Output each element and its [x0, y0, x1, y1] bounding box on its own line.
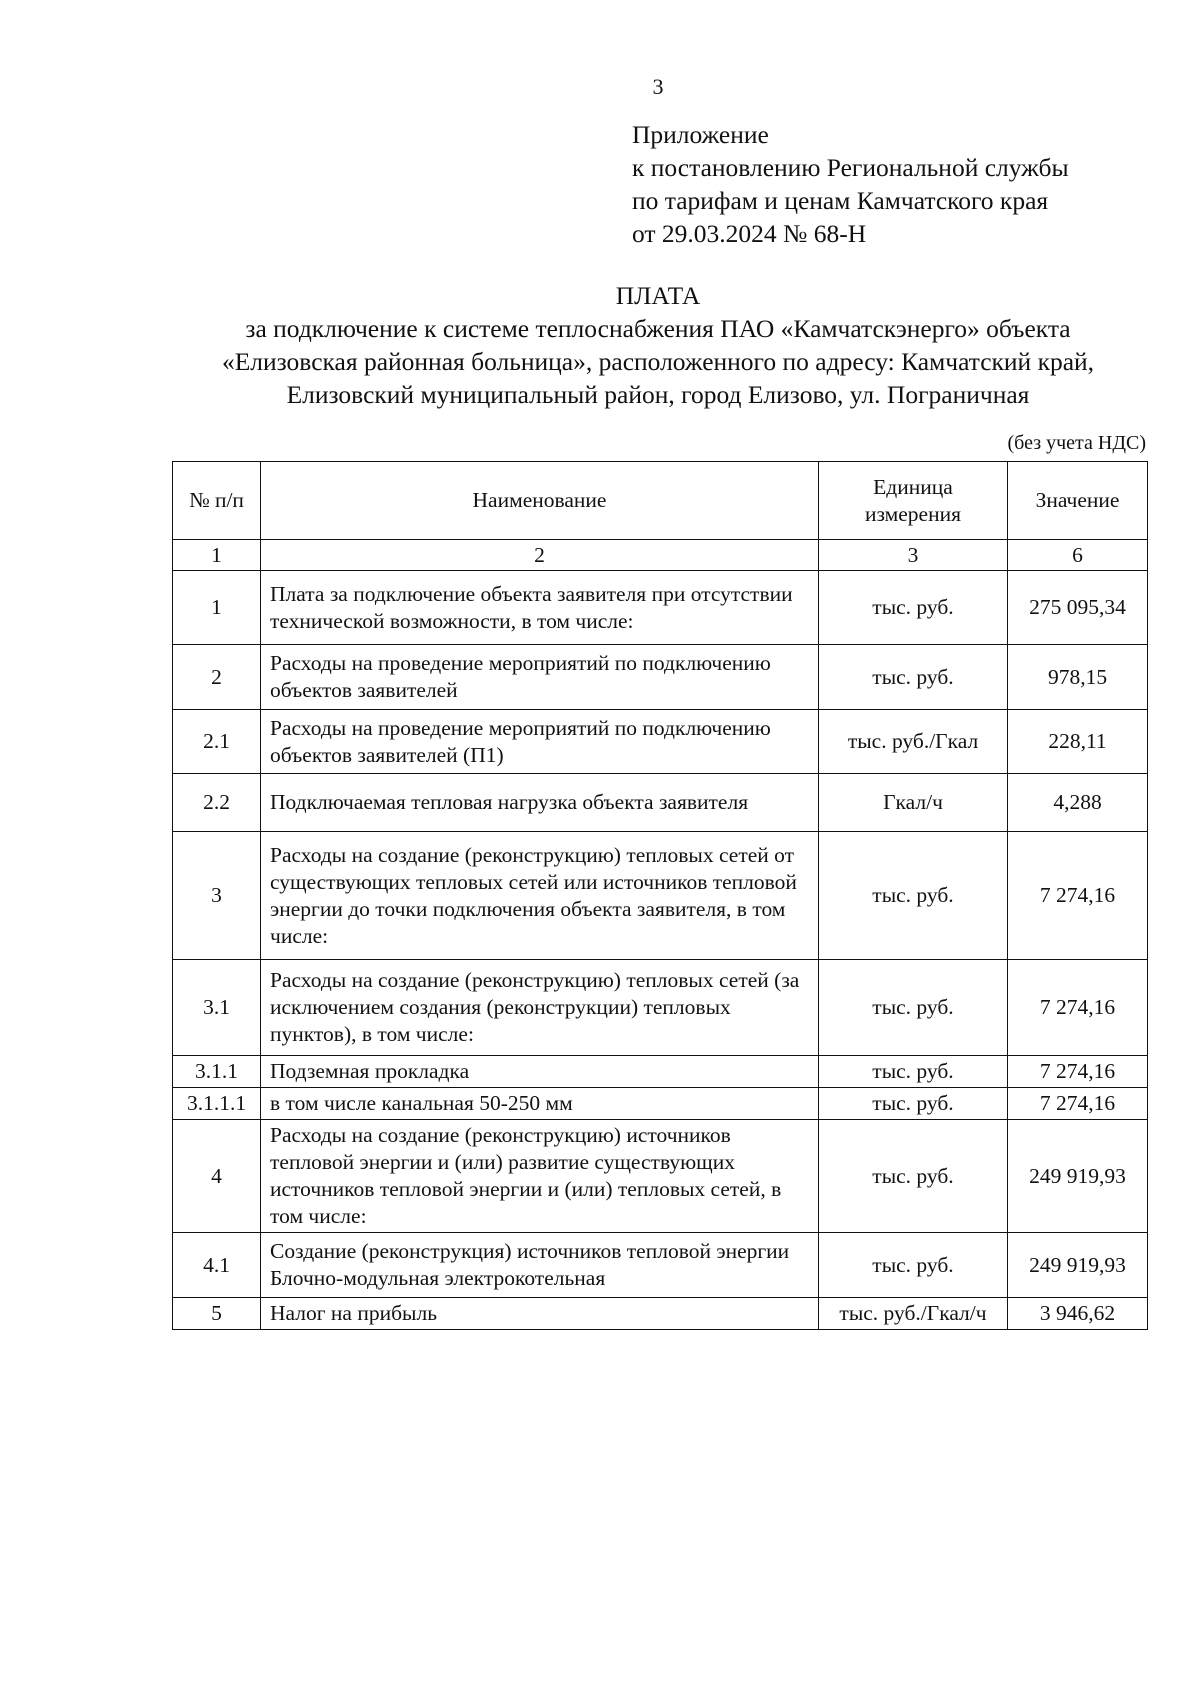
row-num: 5 [173, 1298, 261, 1330]
document-title: ПЛАТА [615, 281, 701, 310]
appendix-line: к постановлению Региональной службы [632, 153, 1069, 182]
table-row [173, 1056, 1148, 1088]
appendix-line: Приложение [632, 120, 769, 149]
table-header-row [173, 462, 1148, 540]
table-row [173, 832, 1148, 960]
row-num: 2 [173, 645, 261, 710]
table-row [173, 710, 1148, 774]
row-unit: тыс. руб. [819, 645, 1008, 710]
row-unit: тыс. руб. [819, 1233, 1008, 1298]
row-name: в том числе канальная 50-250 мм [261, 1088, 819, 1120]
row-value: 7 274,16 [1008, 832, 1148, 960]
row-num: 3.1.1.1 [173, 1088, 261, 1120]
row-unit: тыс. руб./Гкал [819, 710, 1008, 774]
header-unit-line: измерения [864, 501, 962, 526]
appendix-line: по тарифам и ценам Камчатского края [632, 186, 1049, 215]
row-name: Создание (реконструкция) источников тепловой энергии Блочно-модульная электрокотельная [261, 1233, 819, 1298]
table-row [173, 774, 1148, 832]
table-row [173, 1120, 1148, 1233]
column-number: 6 [1008, 540, 1148, 571]
row-unit: тыс. руб./Гкал/ч [819, 1298, 1008, 1330]
row-value: 249 919,93 [1008, 1120, 1148, 1233]
row-num: 3.1 [173, 960, 261, 1056]
column-number: 3 [819, 540, 1008, 571]
row-unit: тыс. руб. [819, 1120, 1008, 1233]
row-name: Расходы на создание (реконструкцию) источников тепловой энергии и (или) развитие существующих источников тепловой энергии и (или) тепловых сетей, в том числе: [261, 1120, 819, 1233]
row-unit: Гкал/ч [819, 774, 1008, 832]
subtitle-line: Елизовский муниципальный район, город Елизово, ул. Пограничная [286, 380, 1030, 409]
subtitle-line: «Елизовская районная больница», расположенного по адресу: Камчатский край, [221, 347, 1095, 376]
row-unit: тыс. руб. [819, 1056, 1008, 1088]
page-number: 3 [652, 74, 664, 99]
table-row [173, 571, 1148, 645]
table-row [173, 1088, 1148, 1120]
row-value: 7 274,16 [1008, 1088, 1148, 1120]
row-name: Расходы на проведение мероприятий по подключению объектов заявителей (П1) [261, 710, 819, 774]
row-name: Подземная прокладка [261, 1056, 819, 1088]
appendix-block [632, 118, 1069, 250]
row-unit: тыс. руб. [819, 960, 1008, 1056]
table-row [173, 960, 1148, 1056]
vat-note: (без учета НДС) [1007, 432, 1146, 454]
row-unit: тыс. руб. [819, 571, 1008, 645]
column-number: 2 [261, 540, 819, 571]
header-unit-line: Единица [873, 474, 953, 499]
row-unit: тыс. руб. [819, 1088, 1008, 1120]
row-value: 249 919,93 [1008, 1233, 1148, 1298]
row-value: 7 274,16 [1008, 1056, 1148, 1088]
table-row [173, 1298, 1148, 1330]
document-subtitle [60, 312, 1200, 411]
row-num: 3.1.1 [173, 1056, 261, 1088]
row-num: 3 [173, 832, 261, 960]
row-value: 3 946,62 [1008, 1298, 1148, 1330]
row-num: 4.1 [173, 1233, 261, 1298]
header-value: Значение [1008, 462, 1148, 540]
row-num: 2.2 [173, 774, 261, 832]
row-value: 275 095,34 [1008, 571, 1148, 645]
column-number: 1 [173, 540, 261, 571]
row-name: Расходы на создание (реконструкцию) тепловых сетей от существующих тепловых сетей или источников тепловой энергии до точки подключения объекта заявителя, в том числе: [261, 832, 819, 960]
subtitle-line: за подключение к системе теплоснабжения ПАО «Камчатскэнерго» объекта [245, 314, 1071, 343]
table-row [173, 1233, 1148, 1298]
row-value: 4,288 [1008, 774, 1148, 832]
row-unit: тыс. руб. [819, 832, 1008, 960]
row-name: Расходы на проведение мероприятий по подключению объектов заявителей [261, 645, 819, 710]
row-name: Расходы на создание (реконструкцию) тепловых сетей (за исключением создания (реконструкции) тепловых пунктов), в том числе: [261, 960, 819, 1056]
row-num: 2.1 [173, 710, 261, 774]
header-num: № п/п [173, 462, 261, 540]
row-name: Подключаемая тепловая нагрузка объекта заявителя [261, 774, 819, 832]
fee-table [172, 461, 1148, 1330]
row-num: 4 [173, 1120, 261, 1233]
header-name: Наименование [261, 462, 819, 540]
row-value: 228,11 [1008, 710, 1148, 774]
row-value: 7 274,16 [1008, 960, 1148, 1056]
appendix-line: от 29.03.2024 № 68-Н [632, 219, 867, 248]
row-num: 1 [173, 571, 261, 645]
row-name: Налог на прибыль [261, 1298, 819, 1330]
table-row [173, 645, 1148, 710]
header-unit [819, 462, 1008, 540]
row-value: 978,15 [1008, 645, 1148, 710]
row-name: Плата за подключение объекта заявителя при отсутствии технической возможности, в том числе: [261, 571, 819, 645]
column-number-row [173, 540, 1148, 571]
